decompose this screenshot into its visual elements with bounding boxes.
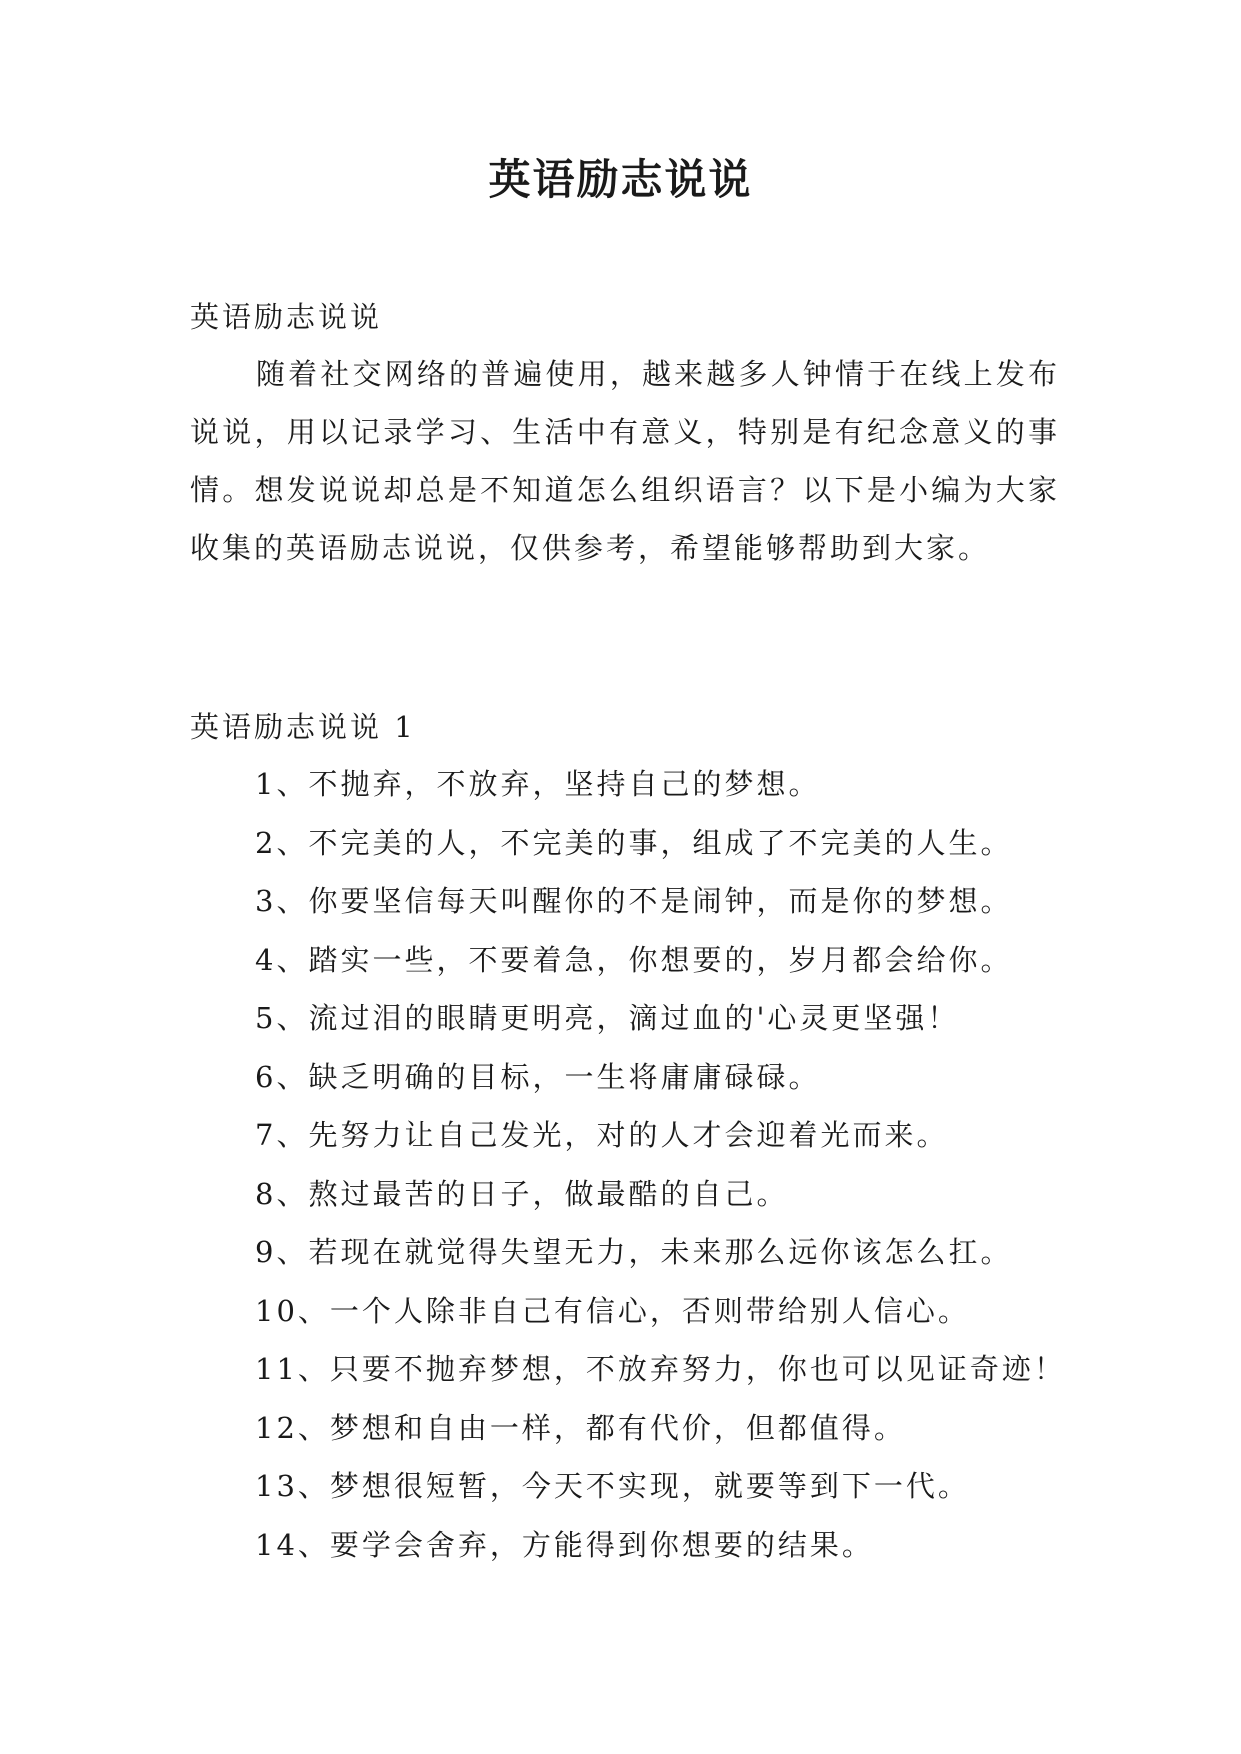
quote-list [255, 755, 1075, 1574]
list-item: 2、不完美的人，不完美的事，组成了不完美的人生。 [255, 825, 1013, 860]
list-item: 11、只要不抛弃梦想，不放弃努力，你也可以见证奇迹！ [255, 1352, 1066, 1386]
intro-paragraph: 随着社交网络的普遍使用，越来越多人钟情于在线上发布说说，用以记录学习、生活中有意义，特别是有纪念意义的事情。想发说说却总是不知道怎么组织语言？以下是小编为大家收集的英语励志说说，仅供参考，希望能够帮助到大家。 [190, 357, 1060, 565]
list-item: 14、要学会舍弃，方能得到你想要的结果。 [255, 1527, 874, 1562]
list-item: 5、流过泪的眼睛更明亮，滴过血的'心灵更坚强！ [255, 1001, 960, 1035]
subheading: 英语励志说说 [190, 300, 383, 334]
list-item: 13、梦想很短暂，今天不实现，就要等到下一代。 [255, 1469, 970, 1503]
list-item: 12、梦想和自由一样，都有代价，但都值得。 [255, 1410, 906, 1445]
list-item: 1、不抛弃，不放弃，坚持自己的梦想。 [255, 767, 821, 801]
list-item: 8、熬过最苦的日子，做最酷的自己。 [255, 1176, 789, 1211]
list-item: 6、缺乏明确的目标，一生将庸庸碌碌。 [255, 1059, 821, 1094]
section-heading: 英语励志说说 1 [190, 710, 416, 744]
list-item: 3、你要坚信每天叫醒你的不是闹钟，而是你的梦想。 [255, 884, 1013, 918]
list-item: 10、一个人除非自己有信心，否则带给别人信心。 [255, 1293, 970, 1328]
list-item: 7、先努力让自己发光，对的人才会迎着光而来。 [255, 1118, 949, 1152]
list-item: 9、若现在就觉得失望无力，未来那么远你该怎么扛。 [255, 1235, 1013, 1269]
list-item: 4、踏实一些，不要着急，你想要的，岁月都会给你。 [255, 942, 1013, 977]
document-title: 英语励志说说 [488, 155, 753, 204]
